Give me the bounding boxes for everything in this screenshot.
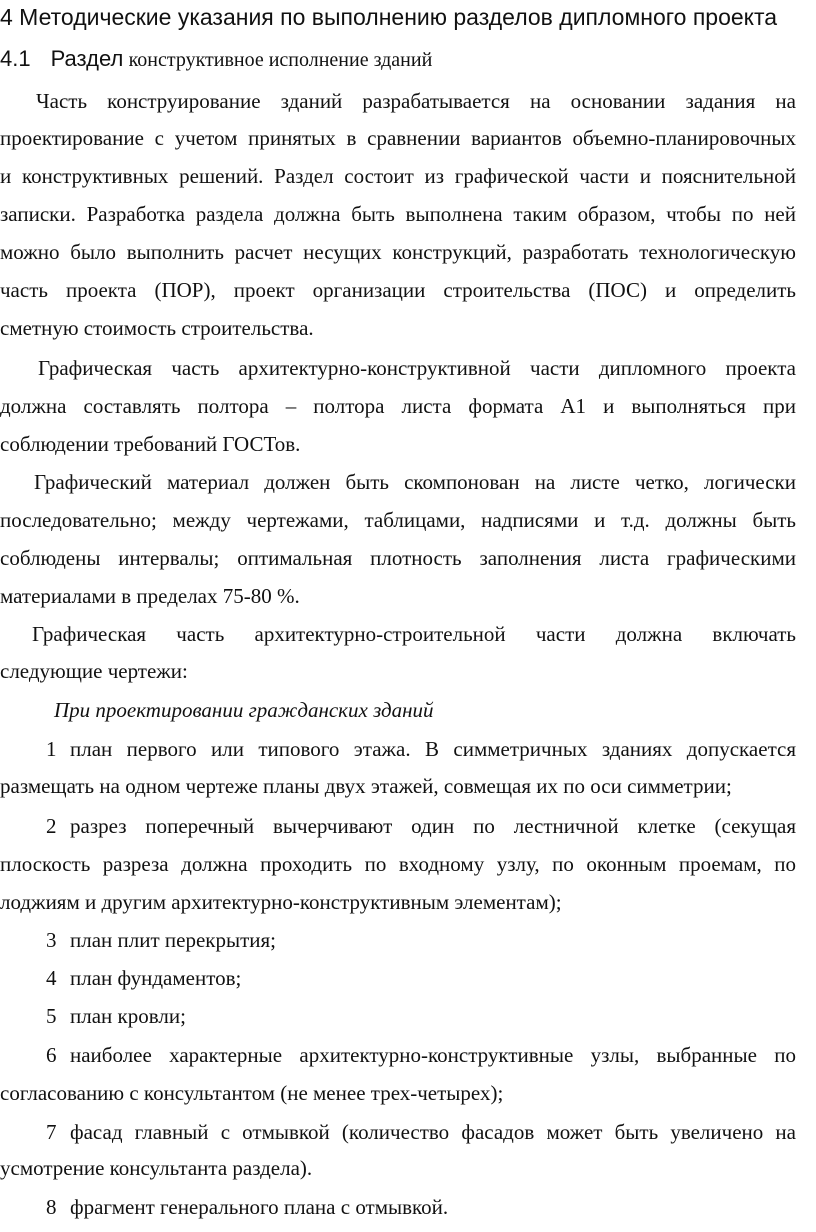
list-item [0,1042,796,1068]
list-item [46,965,241,991]
paragraph-line: проектирование с учетом принятых в сравнении вариантов объемно-планировочных [0,126,796,150]
list-item-text: план фундаментов; [70,966,242,990]
list-item-text: фасад главный с отмывкой (количество фасадов может быть увеличено на [70,1120,796,1144]
list-item [46,1194,448,1220]
list-item [46,1003,186,1029]
list-item-continuation: лоджиям и другим архитектурно-конструктивным элементам); [0,890,562,914]
list-item-text: наиболее характерные архитектурно-конструктивные узлы, выбранные по [70,1043,796,1067]
list-item-number: 5 [46,1004,57,1028]
paragraph-line: Графическая часть архитектурно-строительной части должна включать [32,622,796,646]
list-item [0,1119,796,1145]
paragraph-line: соблюдены интервалы; оптимальная плотность заполнения листа графическими [0,546,796,570]
list-item-text: план первого или типового этажа. В симметричных зданиях допускается [70,737,796,761]
list-item-number: 2 [46,814,57,838]
list-item [46,927,276,953]
paragraph-line: записки. Разработка раздела должна быть выполнена таким образом, чтобы по ней [0,202,796,226]
paragraph-line: можно было выполнить расчет несущих конструкций, разработать технологическую [0,240,796,264]
section-number: 4.1 [0,46,31,71]
list-item-continuation: размещать на одном чертеже планы двух этажей, совмещая их по оси симметрии; [0,774,732,798]
list-item-continuation: плоскость разреза должна проходить по входному узлу, по оконным проемам, по [0,852,796,876]
list-item-number: 3 [46,928,57,952]
list-item-number: 8 [46,1195,57,1219]
section-word: Раздел [50,46,124,71]
paragraph-line: Часть конструирование зданий разрабатывается на основании задания на [36,89,796,113]
paragraph-line: сметную стоимость строительства. [0,316,314,340]
list-item [0,736,796,762]
paragraph-line: следующие чертежи: [0,659,188,683]
list-item-number: 6 [46,1043,57,1067]
paragraph-line: соблюдении требований ГОСТов. [0,432,301,456]
paragraph-line: последовательно; между чертежами, таблицами, надписями и т.д. должны быть [0,508,796,532]
list-item-number: 1 [46,737,57,761]
list-item-text: разрез поперечный вычерчивают один по лестничной клетке (секущая [70,814,796,838]
list-item [0,813,796,839]
chapter-title: 4 Методические указания по выполнению разделов дипломного проекта [0,4,778,30]
paragraph-line: и конструктивных решений. Раздел состоит из графической части и пояснительной [0,164,796,188]
section-title: конструктивное исполнение зданий [128,49,433,71]
list-item-text: фрагмент генерального плана с отмывкой. [70,1195,449,1219]
paragraph-line: материалами в пределах 75-80 %. [0,584,300,608]
list-item-text: план кровли; [70,1004,186,1028]
paragraph-line: часть проекта (ПОР), проект организации строительства (ПОС) и определить [0,278,796,302]
list-item-text: план плит перекрытия; [70,928,277,952]
list-item-continuation: согласованию с консультантом (не менее трех-четырех); [0,1081,504,1105]
list-item-continuation: усмотрение консультанта раздела). [0,1156,313,1180]
paragraph-line: должна составлять полтора – полтора листа формата А1 и выполняться при [0,394,796,418]
paragraph-line: Графический материал должен быть скомпонован на листе четко, логически [34,470,796,494]
list-item-number: 7 [46,1120,57,1144]
list-item-number: 4 [46,966,57,990]
section-heading [0,46,432,73]
paragraph-line: Графическая часть архитектурно-конструктивной части дипломного проекта [38,356,796,380]
subsection-heading: При проектировании гражданских зданий [54,698,434,722]
